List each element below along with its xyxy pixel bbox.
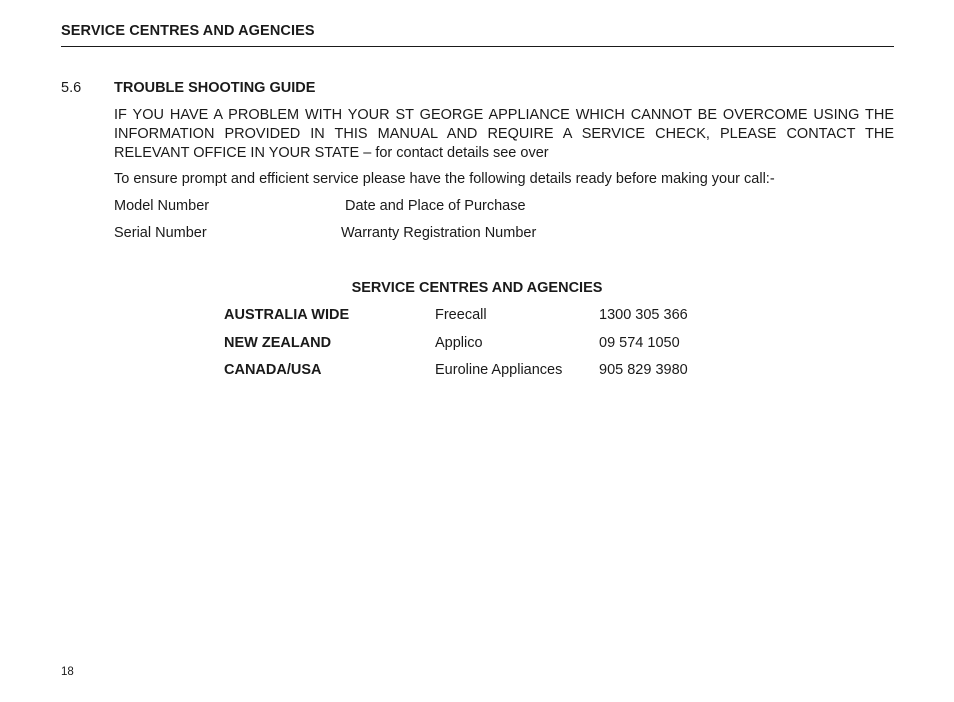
agency-name: Applico [435,335,483,351]
intro-paragraph: IF YOU HAVE A PROBLEM WITH YOUR ST GEORGE APPLIANCE WHICH CANNOT BE OVERCOME USING THE INFORMATION PROVIDED IN THIS MANUAL AND REQUIRE A SERVICE CHECK, PLEASE CONTACT THE RELEVANT OFFICE IN YOUR STATE – for contact details see over [114,107,894,161]
agency-phone: 09 574 1050 [599,335,680,351]
detail-model-number: Model Number [114,198,210,214]
agency-region: AUSTRALIA WIDE [224,307,350,323]
section-title: TROUBLE SHOOTING GUIDE [114,80,316,96]
section-number: 5.6 [61,80,82,96]
agency-name: Freecall [435,307,487,323]
agency-region: NEW ZEALAND [224,335,332,351]
agencies-heading: SERVICE CENTRES AND AGENCIES [351,280,603,296]
header-divider [61,46,894,47]
page-number: 18 [61,666,74,678]
page-header-title: SERVICE CENTRES AND AGENCIES [61,23,315,39]
agency-phone: 1300 305 366 [599,307,688,323]
detail-date-place-purchase: Date and Place of Purchase [345,198,526,214]
agency-phone: 905 829 3980 [599,362,688,378]
agency-name: Euroline Appliances [435,362,563,378]
details-note: To ensure prompt and efficient service please have the following details ready before making your call:- [114,171,775,187]
detail-serial-number: Serial Number [114,225,207,241]
detail-warranty-registration: Warranty Registration Number [341,225,537,241]
agency-region: CANADA/USA [224,362,322,378]
